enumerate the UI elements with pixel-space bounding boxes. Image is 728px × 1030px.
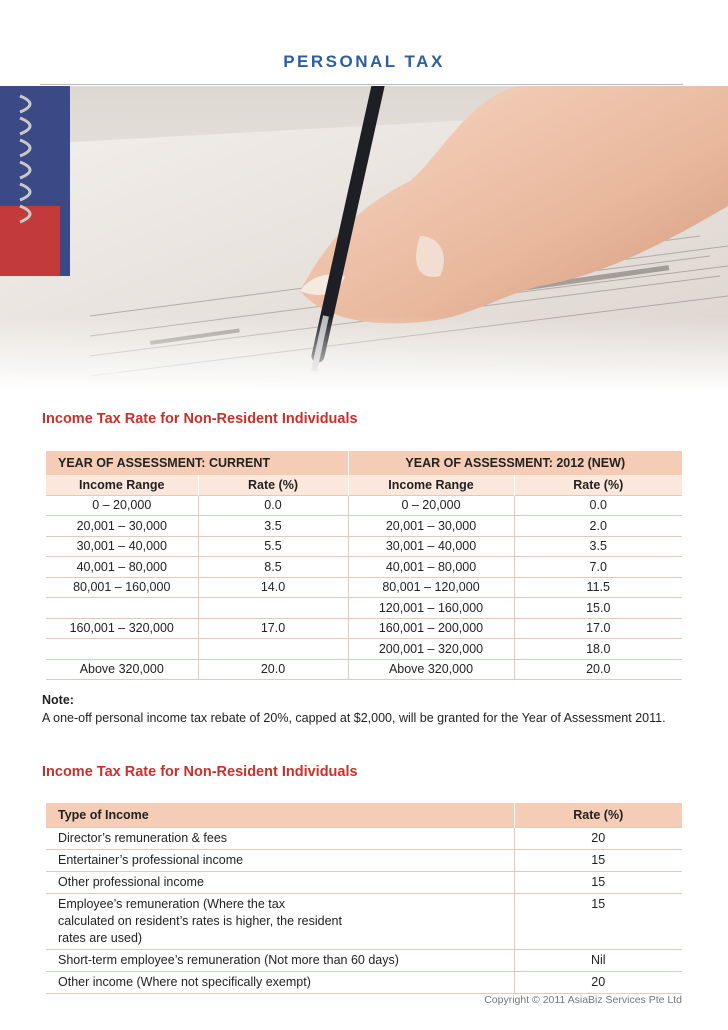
table-row (46, 949, 682, 971)
table-row (46, 871, 682, 893)
table-row (46, 598, 682, 619)
table-cell: 14.0 (198, 577, 348, 598)
table-cell (46, 639, 198, 660)
table-cell: 20.0 (514, 659, 682, 680)
col-type-of-income: Type of Income (46, 803, 514, 827)
table-cell: 120,001 – 160,000 (348, 598, 514, 619)
copyright-notice: Copyright © 2011 AsiaBiz Services Pte Ltd (484, 994, 682, 1006)
table-row (46, 893, 682, 949)
table-cell: 17.0 (514, 618, 682, 639)
income-type-cell: Short-term employee’s remuneration (Not more than 60 days) (46, 949, 514, 971)
col-rate: Rate (%) (198, 475, 348, 495)
table-cell: 160,001 – 320,000 (46, 618, 198, 639)
hand-writing-illustration (0, 86, 728, 392)
table-row (46, 516, 682, 537)
col-rate: Rate (%) (514, 803, 682, 827)
table-row (46, 618, 682, 639)
table-row (46, 495, 682, 516)
col-rate: Rate (%) (514, 475, 682, 495)
note-label: Note: (42, 693, 74, 707)
table-cell: 80,001 – 120,000 (348, 577, 514, 598)
table-cell: 30,001 – 40,000 (348, 536, 514, 557)
income-type-table (46, 803, 682, 994)
income-type-cell: Other professional income (46, 871, 514, 893)
table-cell: 80,001 – 160,000 (46, 577, 198, 598)
table-header-row (46, 803, 682, 827)
section-title-income-types: Income Tax Rate for Non-Resident Individuals (42, 764, 358, 780)
rate-cell: 20 (514, 971, 682, 993)
page-title: PERSONAL TAX (283, 52, 445, 71)
table-cell: 3.5 (198, 516, 348, 537)
tax-rate-table (46, 451, 682, 680)
table-cell: 20,001 – 30,000 (46, 516, 198, 537)
section-title-rates: Income Tax Rate for Non-Resident Individuals (42, 411, 358, 427)
rate-cell: 15 (514, 871, 682, 893)
table-cell: 20,001 – 30,000 (348, 516, 514, 537)
header-photo (0, 86, 728, 392)
table-cell (198, 598, 348, 619)
table-cell: 17.0 (198, 618, 348, 639)
table-row (46, 849, 682, 871)
table-cell: 0 – 20,000 (46, 495, 198, 516)
table-header-row (46, 451, 682, 475)
header-current: YEAR OF ASSESSMENT: CURRENT (46, 451, 348, 475)
table-cell: 30,001 – 40,000 (46, 536, 198, 557)
table-cell: Above 320,000 (348, 659, 514, 680)
table-cell: 0 – 20,000 (348, 495, 514, 516)
rate-cell: 20 (514, 827, 682, 849)
income-type-cell: Entertainer’s professional income (46, 849, 514, 871)
table-cell: 20.0 (198, 659, 348, 680)
col-income-range: Income Range (348, 475, 514, 495)
title-divider (40, 84, 683, 85)
table-cell: 7.0 (514, 557, 682, 578)
table-cell: 3.5 (514, 536, 682, 557)
table-cell: 160,001 – 200,000 (348, 618, 514, 639)
table-row (46, 827, 682, 849)
table-row (46, 577, 682, 598)
table-subheader-row (46, 475, 682, 495)
table-cell (46, 598, 198, 619)
table-cell: 5.5 (198, 536, 348, 557)
table-cell: 0.0 (198, 495, 348, 516)
income-type-cell: Employee’s remuneration (Where the tax calculated on resident’s rates is higher, the resident rates are used) (46, 893, 514, 949)
rate-cell: Nil (514, 949, 682, 971)
table-cell: 18.0 (514, 639, 682, 660)
table-cell: 15.0 (514, 598, 682, 619)
table-row (46, 639, 682, 660)
table-cell: 40,001 – 80,000 (46, 557, 198, 578)
table-cell: 8.5 (198, 557, 348, 578)
table-row (46, 971, 682, 993)
table-row (46, 536, 682, 557)
rate-cell: 15 (514, 849, 682, 871)
table-cell: 11.5 (514, 577, 682, 598)
table-row (46, 557, 682, 578)
table-cell: 40,001 – 80,000 (348, 557, 514, 578)
table-cell (198, 639, 348, 660)
col-income-range: Income Range (46, 475, 198, 495)
income-type-cell: Director’s remuneration & fees (46, 827, 514, 849)
header-new: YEAR OF ASSESSMENT: 2012 (NEW) (348, 451, 682, 475)
table-row (46, 659, 682, 680)
table-cell: 200,001 – 320,000 (348, 639, 514, 660)
income-type-cell: Other income (Where not specifically exempt) (46, 971, 514, 993)
note-text: A one-off personal income tax rebate of 20%, capped at $2,000, will be granted for the Year of Assessment 2011. (42, 711, 666, 725)
table-cell: Above 320,000 (46, 659, 198, 680)
table-cell: 2.0 (514, 516, 682, 537)
table-cell: 0.0 (514, 495, 682, 516)
rate-cell: 15 (514, 893, 682, 949)
